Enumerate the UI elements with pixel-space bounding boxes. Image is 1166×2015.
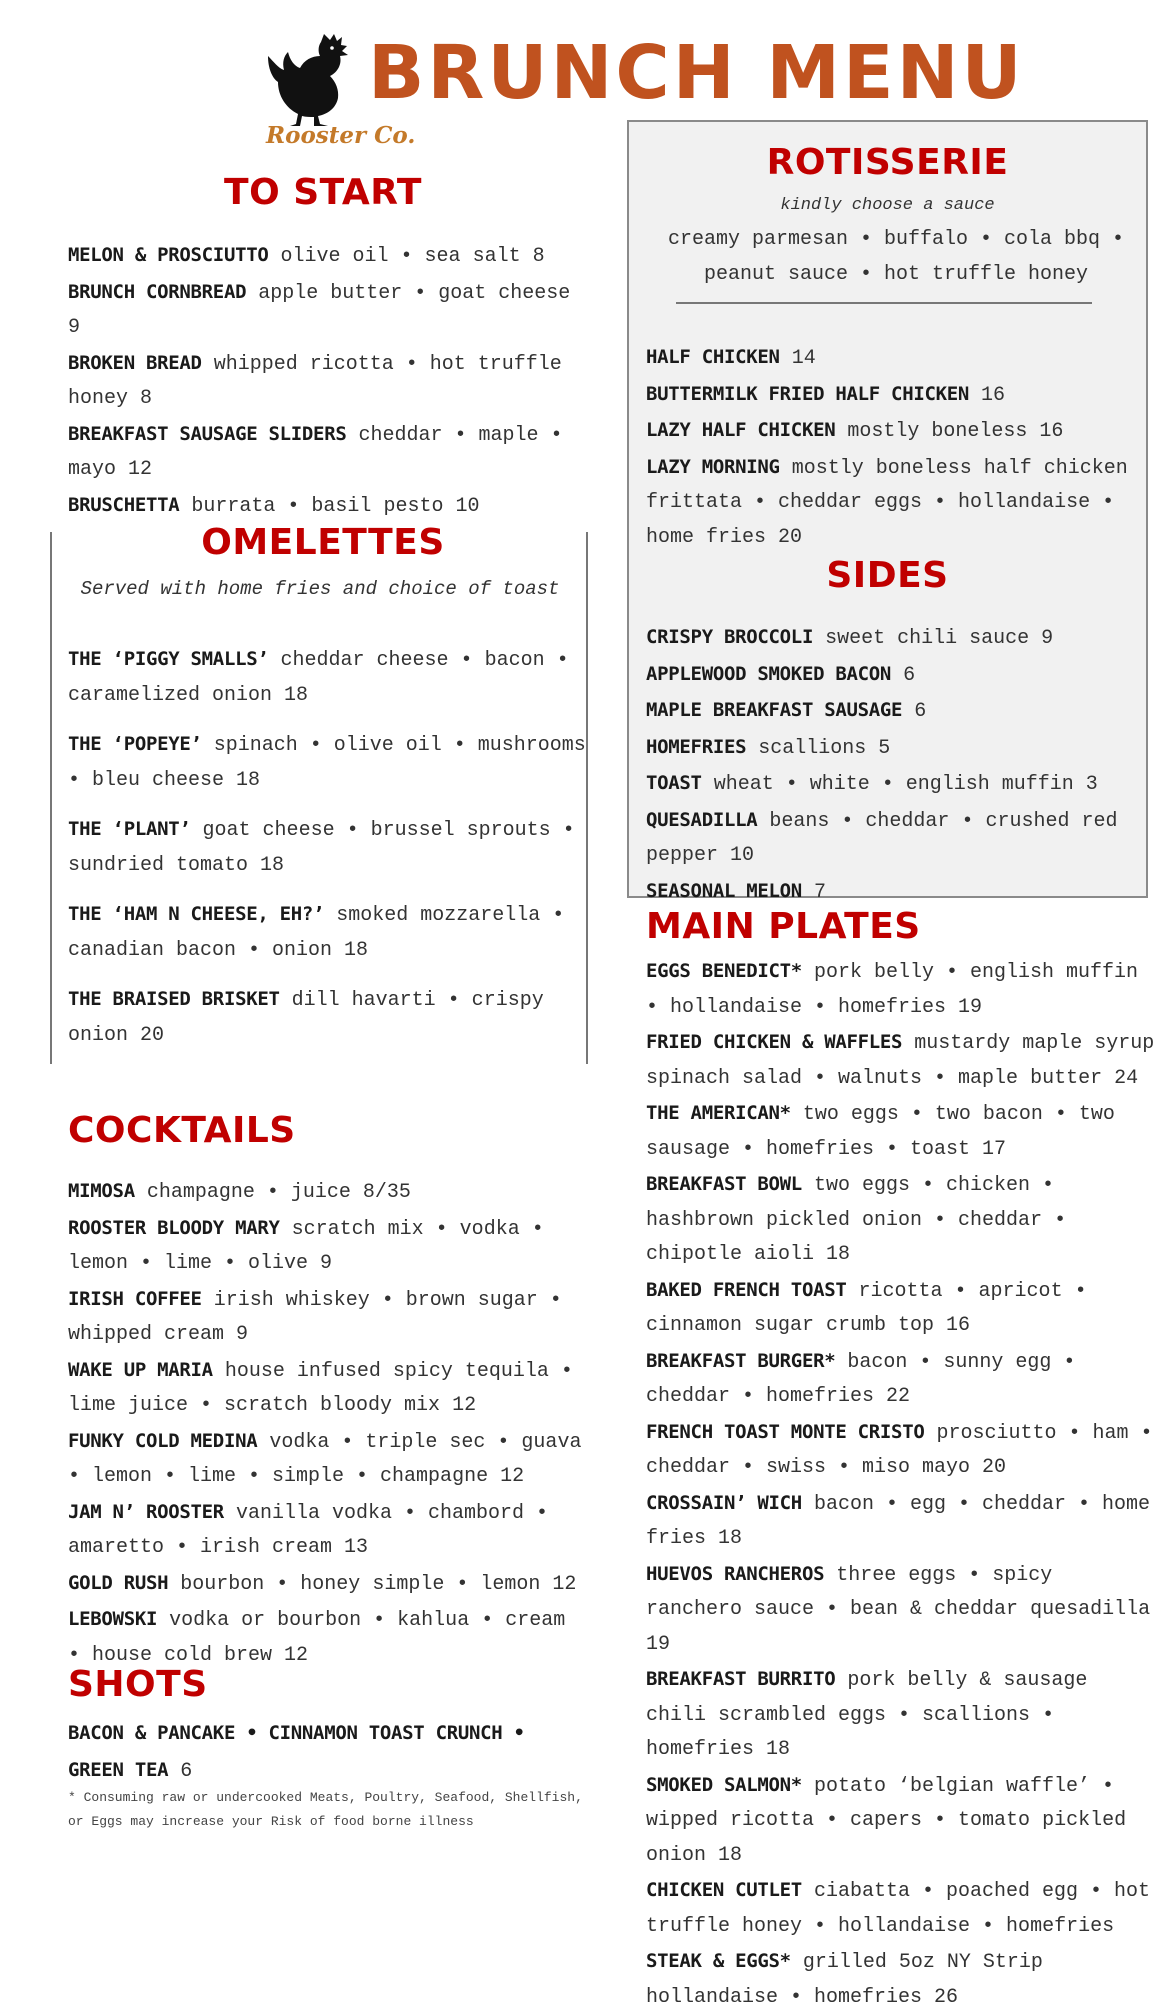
list-item <box>68 275 588 346</box>
item-desc: two eggs • two bacon • two sausage • homefries • toast 17 <box>646 1103 1115 1161</box>
list-item <box>646 1273 1158 1344</box>
list-item <box>646 954 1158 1025</box>
item-desc: bacon • sunny egg • cheddar • homefries 22 <box>646 1350 1076 1408</box>
item-desc: vanilla vodka • chambord • amaretto • irish cream 13 <box>68 1501 549 1559</box>
list-item <box>646 1025 1158 1096</box>
list-item <box>646 1415 1158 1486</box>
list-item <box>646 340 1146 377</box>
item-desc: pork belly • english muffin • hollandaise • homefries 19 <box>646 961 1139 1019</box>
item-desc: 7 <box>813 880 826 904</box>
item-desc: vodka or bourbon • kahlua • cream • house cold brew 12 <box>68 1609 566 1667</box>
shots-line: BACON & PANCAKE • CINNAMON TOAST CRUNCH • GREEN TEA <box>68 1722 525 1781</box>
item-desc: olive oil • sea salt 8 <box>280 245 545 268</box>
list-item <box>68 346 588 417</box>
item-desc: bacon • egg • cheddar • home fries 18 <box>646 1492 1151 1550</box>
list-item <box>646 803 1146 874</box>
item-name: BREAKFAST BURGER* <box>646 1349 836 1372</box>
item-desc: 16 <box>981 383 1006 407</box>
list-item <box>68 727 588 798</box>
list-item <box>68 1495 588 1566</box>
item-name: CHICKEN CUTLET <box>646 1879 802 1901</box>
shots-title: SHOTS <box>68 1664 208 1705</box>
item-name: FUNKY COLD MEDINA <box>68 1429 258 1452</box>
divider <box>676 302 1092 304</box>
list-item <box>646 1096 1158 1167</box>
list-item <box>68 1424 588 1495</box>
item-desc: 14 <box>791 347 816 370</box>
item-desc: 6 <box>914 700 927 723</box>
item-name: THE ‘PIGGY SMALLS’ <box>68 648 269 670</box>
list-item <box>646 413 1146 450</box>
item-name: CROSSAIN’ WICH <box>646 1491 802 1514</box>
item-desc: vodka • triple sec • guava • lemon • lime • simple • champagne 12 <box>68 1430 582 1488</box>
item-name: BUTTERMILK FRIED HALF CHICKEN <box>646 382 970 405</box>
item-desc: ciabatta • poached egg • hot truffle honey • hollandaise • homefries <box>646 1880 1151 1938</box>
list-item <box>68 897 588 968</box>
sides-title: SIDES <box>826 555 949 596</box>
list-item <box>68 1716 588 1789</box>
item-name: SMOKED SALMON* <box>646 1773 802 1796</box>
item-desc: ricotta • apricot • cinnamon sugar crumb top 16 <box>646 1279 1087 1337</box>
item-desc: bourbon • honey simple • lemon 12 <box>180 1572 577 1596</box>
item-name: LAZY HALF CHICKEN <box>646 419 836 441</box>
item-desc: potato ‘belgian waffle’ • wipped ricotta • capers • tomato pickled onion 18 <box>646 1774 1127 1867</box>
item-desc: pork belly & sausage chili scrambled eggs • scallions • homefries 18 <box>646 1669 1088 1761</box>
list-item <box>68 1353 588 1424</box>
item-desc: prosciutto • ham • cheddar • swiss • miso mayo 20 <box>646 1421 1153 1479</box>
rotisserie-subtitle: kindly choose a sauce <box>780 196 995 215</box>
item-desc: burrata • basil pesto 10 <box>191 494 480 518</box>
item-desc: two eggs • chicken • hashbrown pickled onion • cheddar • chipotle aioli 18 <box>646 1174 1067 1266</box>
item-desc: scallions 5 <box>758 736 891 760</box>
list-item <box>646 657 1146 694</box>
item-desc: mostly boneless 16 <box>847 420 1064 443</box>
item-name: MAPLE BREAKFAST SAUSAGE <box>646 699 903 721</box>
item-name: MIMOSA <box>68 1180 135 1202</box>
disclaimer: * Consuming raw or undercooked Meats, Poultry, Seafood, Shellfish, or Eggs may increase your Risk of food borne illness <box>68 1790 583 1829</box>
list-item <box>68 1566 588 1603</box>
list-item <box>646 693 1146 730</box>
item-name: THE ‘PLANT’ <box>68 818 191 840</box>
rooster-logo-icon <box>262 30 372 130</box>
item-name: HUEVOS RANCHEROS <box>646 1562 825 1585</box>
list-item <box>646 377 1146 414</box>
omelettes-title: OMELETTES <box>201 522 445 563</box>
item-name: SEASONAL MELON <box>646 879 802 902</box>
item-name: MELON & PROSCIUTTO <box>68 244 269 266</box>
list-item <box>646 1167 1158 1273</box>
item-name: ROOSTER BLOODY MARY <box>68 1216 280 1239</box>
list-item <box>68 642 588 713</box>
list-item <box>646 1344 1158 1415</box>
item-desc: dill havarti • crispy onion 20 <box>68 989 544 1047</box>
item-desc: cheddar • maple • mayo 12 <box>68 423 563 481</box>
item-desc: champagne • juice 8/35 <box>146 1181 411 1204</box>
list-item <box>646 450 1146 556</box>
list-item <box>646 1873 1158 1944</box>
item-name: HALF CHICKEN <box>646 346 780 368</box>
item-desc: cheddar cheese • bacon • caramelized onion 18 <box>68 649 569 707</box>
item-desc: mustardy maple syrup spinach salad • walnuts • maple butter 24 <box>646 1032 1155 1090</box>
list-item <box>68 488 588 525</box>
main-plates-title: MAIN PLATES <box>646 906 921 947</box>
item-name: FRENCH TOAST MONTE CRISTO <box>646 1420 925 1443</box>
list-item <box>68 238 588 275</box>
list-item <box>68 812 588 883</box>
item-name: THE BRAISED BRISKET <box>68 988 280 1010</box>
list-item <box>646 1944 1158 2015</box>
cocktails-list <box>68 1174 588 1673</box>
item-name: JAM N’ ROOSTER <box>68 1500 224 1523</box>
item-desc: apple butter • goat cheese 9 <box>68 281 571 339</box>
item-desc: smoked mozzarella • canadian bacon • onion 18 <box>68 904 565 962</box>
item-desc: house infused spicy tequila • lime juice • scratch bloody mix 12 <box>68 1359 573 1417</box>
list-item <box>68 982 588 1053</box>
item-desc: mostly boneless half chicken frittata • cheddar eggs • hollandaise • home fries 20 <box>646 456 1128 549</box>
to-start-title: TO START <box>224 172 422 213</box>
omelettes-subtitle: Served with home fries and choice of toast <box>80 578 560 600</box>
rotisserie-title: ROTISSERIE <box>766 142 1009 183</box>
item-name: BROKEN BREAD <box>68 351 202 374</box>
list-item <box>646 1486 1158 1557</box>
list-item <box>646 730 1146 767</box>
list-item <box>646 1557 1158 1663</box>
list-item <box>646 766 1146 803</box>
item-name: BREAKFAST SAUSAGE SLIDERS <box>68 422 347 445</box>
item-desc: goat cheese • brussel sprouts • sundried tomato 18 <box>68 819 575 877</box>
item-desc: beans • cheddar • crushed red pepper 10 <box>646 809 1118 867</box>
list-item <box>68 1602 588 1673</box>
item-name: BAKED FRENCH TOAST <box>646 1278 847 1301</box>
item-name: CRISPY BROCCOLI <box>646 626 814 648</box>
item-name: THE AMERICAN* <box>646 1102 791 1124</box>
list-item <box>646 620 1146 657</box>
shots-list <box>68 1716 588 1789</box>
rotisserie-list <box>646 340 1146 555</box>
list-item <box>68 417 588 488</box>
item-desc: scratch mix • vodka • lemon • lime • olive 9 <box>68 1217 544 1275</box>
cocktails-title: COCKTAILS <box>68 1110 296 1151</box>
sides-list <box>646 620 1146 910</box>
item-name: EGGS BENEDICT* <box>646 960 802 982</box>
list-item <box>646 1768 1158 1874</box>
item-desc: irish whiskey • brown sugar • whipped cream 9 <box>68 1288 562 1346</box>
item-name: LEBOWSKI <box>68 1608 158 1630</box>
list-item <box>68 1174 588 1211</box>
item-desc: whipped ricotta • hot truffle honey 8 <box>68 352 562 410</box>
list-item <box>68 1282 588 1353</box>
item-desc: spinach • olive oil • mushrooms • bleu cheese 18 <box>68 734 586 792</box>
item-name: BRUNCH CORNBREAD <box>68 280 247 303</box>
item-name: FRIED CHICKEN & WAFFLES <box>646 1031 903 1053</box>
item-name: LAZY MORNING <box>646 455 780 478</box>
item-name: TOAST <box>646 772 702 794</box>
list-item <box>646 1662 1158 1768</box>
item-desc: sweet chili sauce 9 <box>825 627 1054 650</box>
item-name: IRISH COFFEE <box>68 1287 202 1310</box>
shots-price: 6 <box>180 1759 193 1783</box>
omelettes-list <box>68 642 588 1053</box>
list-item <box>68 1211 588 1282</box>
to-start-list <box>68 238 588 524</box>
item-name: HOMEFRIES <box>646 735 747 758</box>
main-plates-list <box>646 954 1158 2015</box>
page-title: BRUNCH MENU <box>368 30 1025 116</box>
item-name: BREAKFAST BOWL <box>646 1173 802 1195</box>
list-item <box>646 874 1146 911</box>
item-name: BRUSCHETTA <box>68 493 180 516</box>
item-name: WAKE UP MARIA <box>68 1358 213 1381</box>
item-desc: three eggs • spicy ranchero sauce • bean & cheddar quesadilla 19 <box>646 1563 1151 1656</box>
item-desc: 6 <box>903 663 916 687</box>
item-desc: grilled 5oz NY Strip hollandaise • homefries 26 <box>646 1951 1043 2009</box>
item-desc: wheat • white • english muffin 3 <box>713 773 1098 796</box>
brand-name: Rooster Co. <box>266 122 416 149</box>
item-name: THE ‘HAM N CHEESE, EH?’ <box>68 903 325 925</box>
item-name: STEAK & EGGS* <box>646 1950 791 1972</box>
sauce-list: creamy parmesan • buffalo • cola bbq • peanut sauce • hot truffle honey <box>667 228 1125 286</box>
item-name: GOLD RUSH <box>68 1571 169 1594</box>
item-name: QUESADILLA <box>646 808 758 831</box>
item-name: APPLEWOOD SMOKED BACON <box>646 662 892 685</box>
item-name: THE ‘POPEYE’ <box>68 733 202 755</box>
item-name: BREAKFAST BURRITO <box>646 1668 836 1690</box>
